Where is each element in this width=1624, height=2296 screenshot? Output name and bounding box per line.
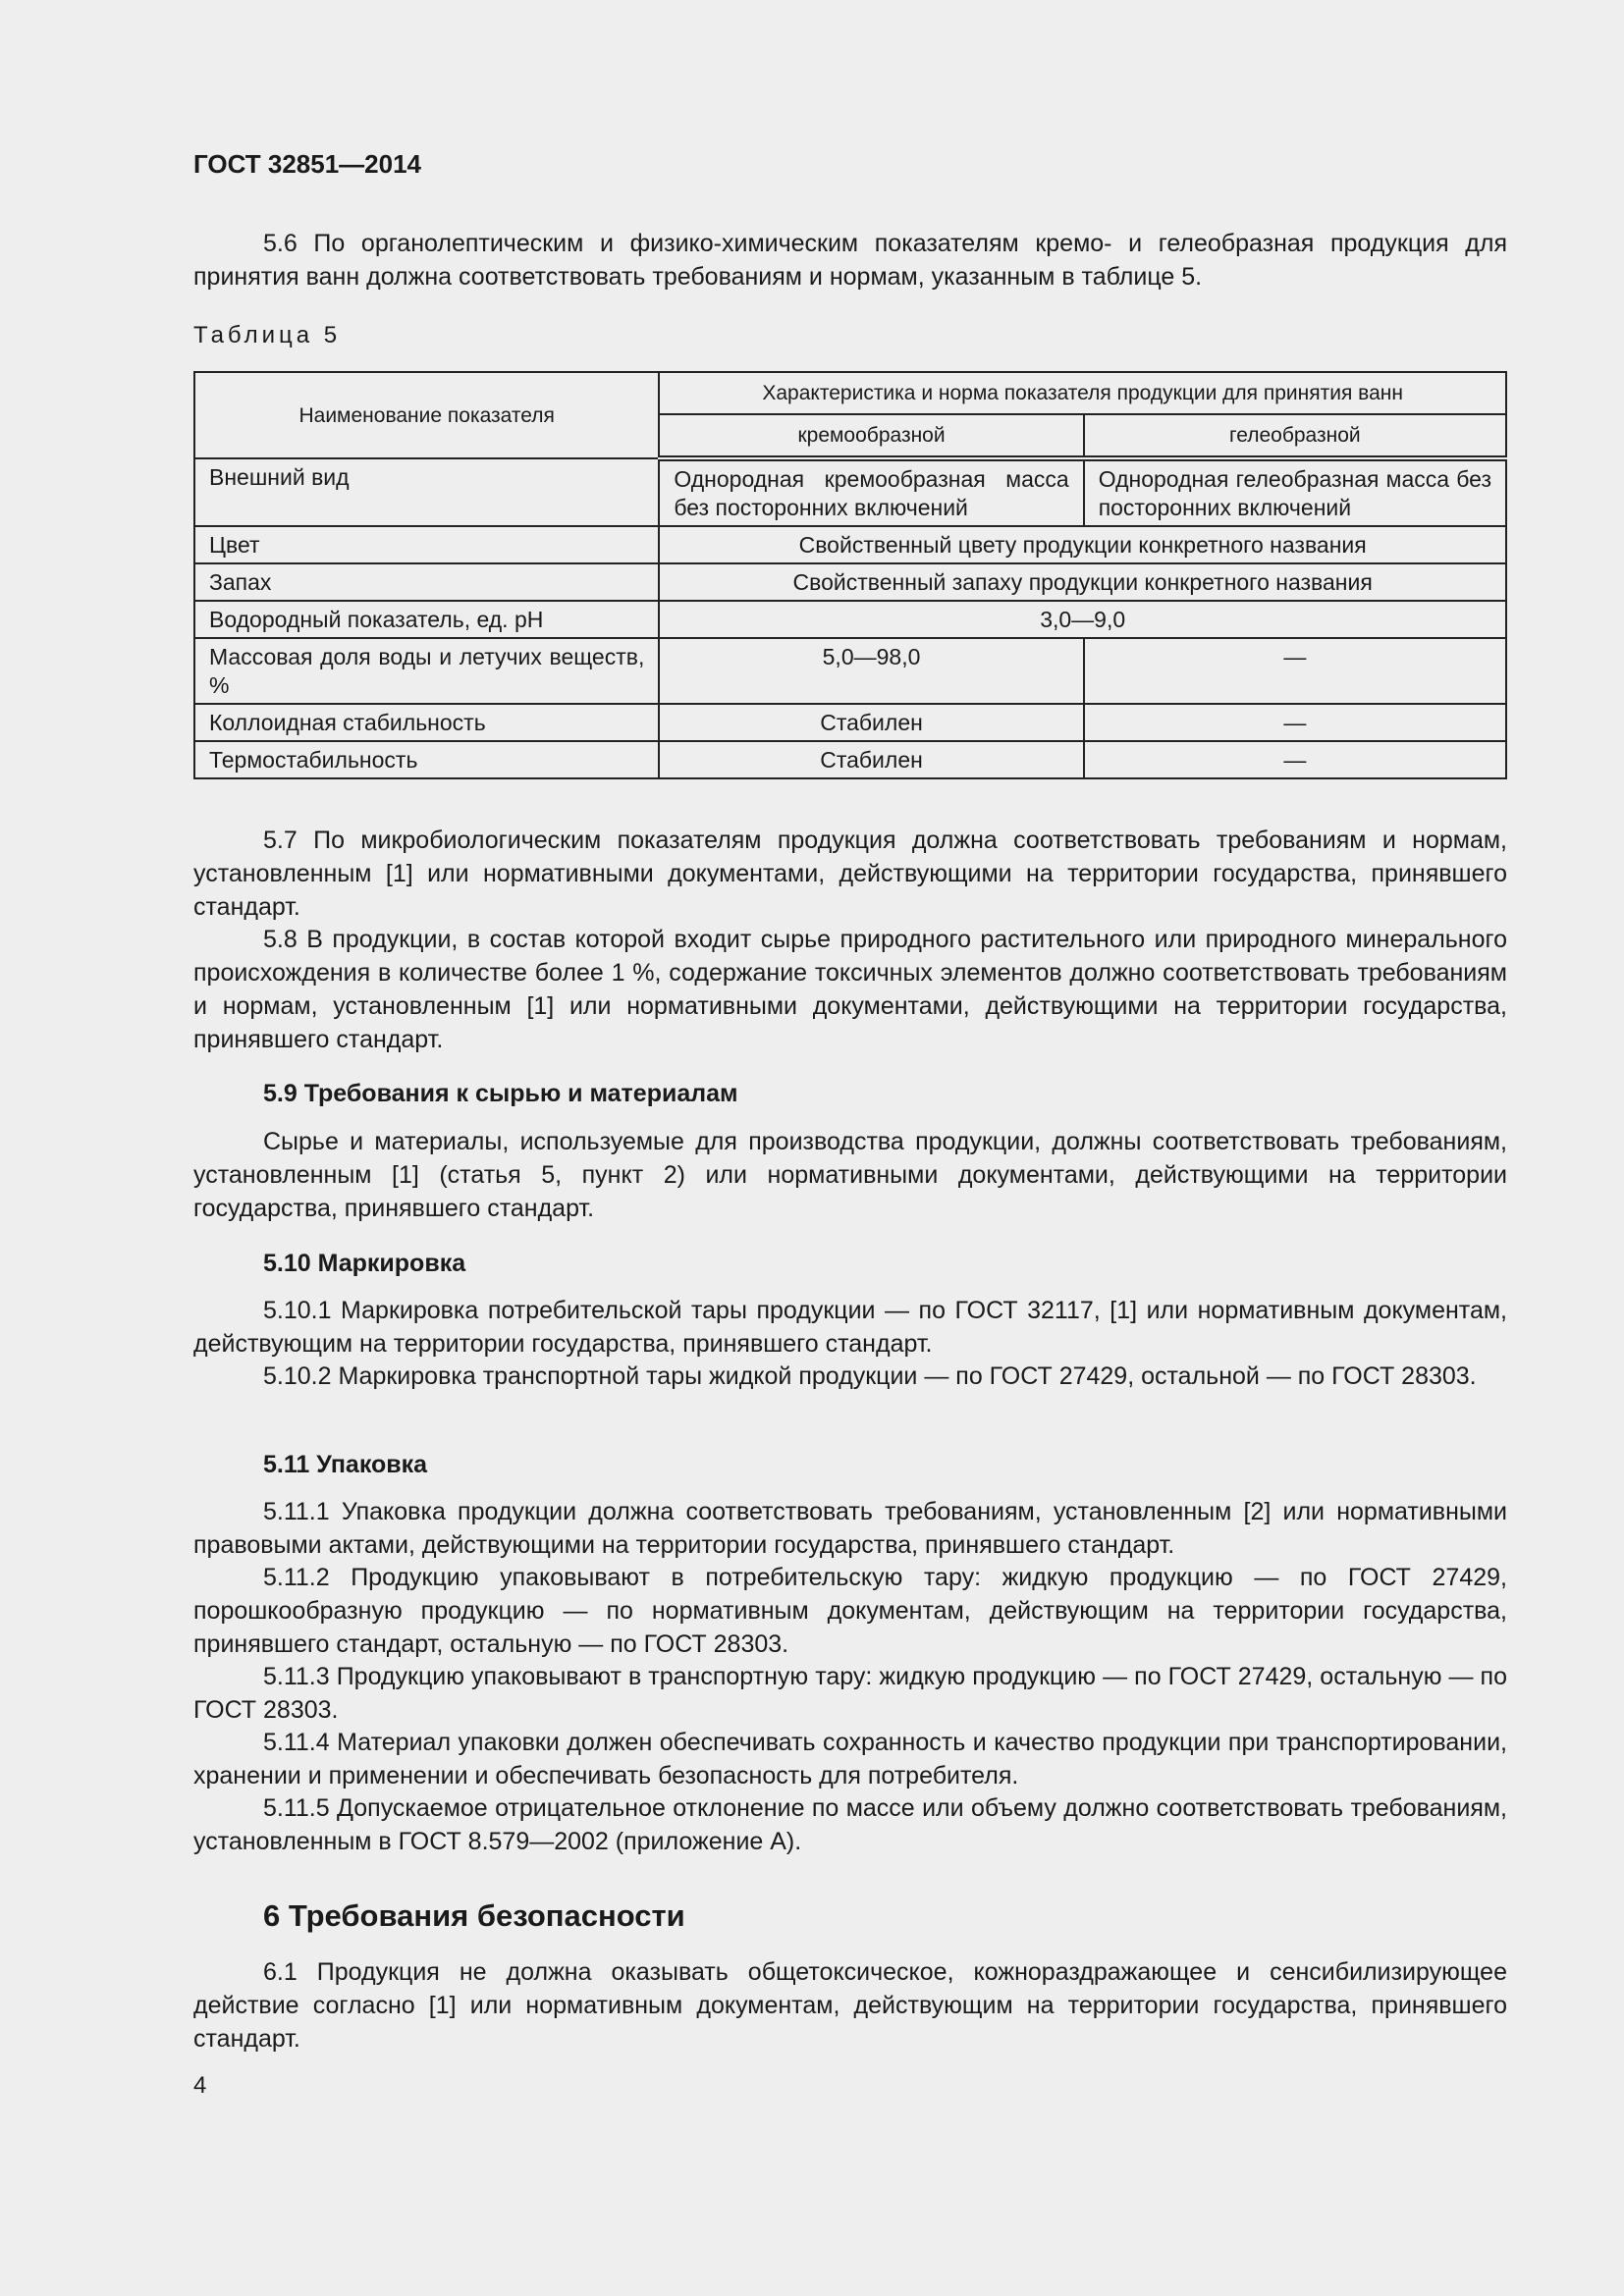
paragraph-5-9: Сырье и материалы, используемые для производства продукции, должны соответствовать требованиям, установленным [1] (статья 5, пункт 2) или нормативными документами, действующими на территории государства, принявшего стандарт. [193,1128,1507,1222]
row-value-merged: Свойственный цвету продукции конкретного названия [659,526,1506,563]
row-name: Внешний вид [194,458,659,526]
row-value-cream: Стабилен [659,741,1083,778]
paragraph-5-11-5: 5.11.5 Допускаемое отрицательное отклонение по массе или объему должно соответствовать требованиям, установленным в ГОСТ 8.579—2002 (приложение А). [193,1794,1507,1855]
paragraph-5-11-1: 5.11.1 Упаковка продукции должна соответствовать требованиям, установленным [2] или нормативными правовыми актами, действующими на территории государства, принявшего стандарт. [193,1498,1507,1559]
paragraph-5-11-3: 5.11.3 Продукцию упаковывают в транспортную тару: жидкую продукцию — по ГОСТ 27429, остальную — по ГОСТ 28303. [193,1663,1507,1724]
row-value-gel: — [1084,638,1506,704]
row-value-cream: 5,0—98,0 [659,638,1083,704]
row-value-merged: Свойственный запаху продукции конкретного названия [659,563,1506,601]
page-number: 4 [193,2072,207,2099]
section-heading-5-11: 5.11 Упаковка [263,1451,428,1478]
chapter-heading-6: 6 Требования безопасности [263,1898,685,1933]
paragraph-5-8: 5.8 В продукции, в состав которой входит сырье природного растительного или природного минерального происхождения в количестве более 1 %, содержание токсичных элементов должно соответствовать требованиям и нормам, установленным [1] или нормативными документами, действующими на территории государства, принявшего стандарт. [193,926,1507,1053]
table-row [194,526,1506,563]
row-name: Коллоидная стабильность [194,704,659,741]
row-name: Запах [194,563,659,601]
row-value-gel: Однородная гелеобразная масса без посторонних включений [1084,458,1506,526]
row-value-gel: — [1084,704,1506,741]
table-row [194,704,1506,741]
paragraph-5-10-1: 5.10.1 Маркировка потребительской тары продукции — по ГОСТ 32117, [1] или нормативным документам, действующим на территории государства, принявшего стандарт. [193,1297,1507,1358]
table-row [194,601,1506,638]
section-heading-5-10: 5.10 Маркировка [263,1250,466,1277]
row-name: Массовая доля воды и летучих веществ, % [194,638,659,704]
paragraph-5-11-4: 5.11.4 Материал упаковки должен обеспечивать сохранность и качество продукции при транспортировании, хранении и применении и обеспечивать безопасность для потребителя. [193,1729,1507,1789]
table-row [194,638,1506,704]
row-value-gel: — [1084,741,1506,778]
header-cream: кремообразной [659,414,1083,458]
table-row [194,458,1506,526]
table-row [194,563,1506,601]
paragraph-5-10-2: 5.10.2 Маркировка транспортной тары жидкой продукции — по ГОСТ 27429, остальной — по ГОСТ 28303. [263,1362,1477,1390]
row-value-cream: Стабилен [659,704,1083,741]
row-name: Термостабильность [194,741,659,778]
row-name: Цвет [194,526,659,563]
document-code: ГОСТ 32851—2014 [193,149,421,179]
paragraph-5-6: 5.6 По органолептическим и физико-химическим показателям кремо- и гелеобразная продукция для принятия ванн должна соответствовать требованиям и нормам, указанным в таблице 5. [193,230,1507,291]
row-name: Водородный показатель, ед. pH [194,601,659,638]
header-characteristic-group: Характеристика и норма показателя продукции для принятия ванн [659,372,1506,414]
paragraph-6-1: 6.1 Продукция не должна оказывать общетоксическое, кожнораздражающее и сенсибилизирующее действие согласно [1] или нормативным документам, действующим на территории государства, принявшего стандарт. [193,1958,1507,2053]
table-caption: Таблица 5 [193,322,342,348]
section-heading-5-9: 5.9 Требования к сырью и материалам [263,1080,738,1107]
row-value-merged: 3,0—9,0 [659,601,1506,638]
paragraph-5-7: 5.7 По микробиологическим показателям продукция должна соответствовать требованиям и нормам, установленным [1] или нормативными документами, действующими на территории государства, принявшего стандарт. [193,827,1507,921]
row-value-cream: Однородная кремообразная масса без посторонних включений [659,458,1083,526]
header-indicator-name: Наименование показателя [194,372,659,458]
indicators-table [193,371,1507,779]
paragraph-5-11-2: 5.11.2 Продукцию упаковывают в потребительскую тару: жидкую продукцию — по ГОСТ 27429, порошкообразную продукцию — по нормативным документам, действующим на территории государства, принявшего стандарт, остальную — по ГОСТ 28303. [193,1564,1507,1658]
header-gel: гелеобразной [1084,414,1506,458]
table-row [194,741,1506,778]
